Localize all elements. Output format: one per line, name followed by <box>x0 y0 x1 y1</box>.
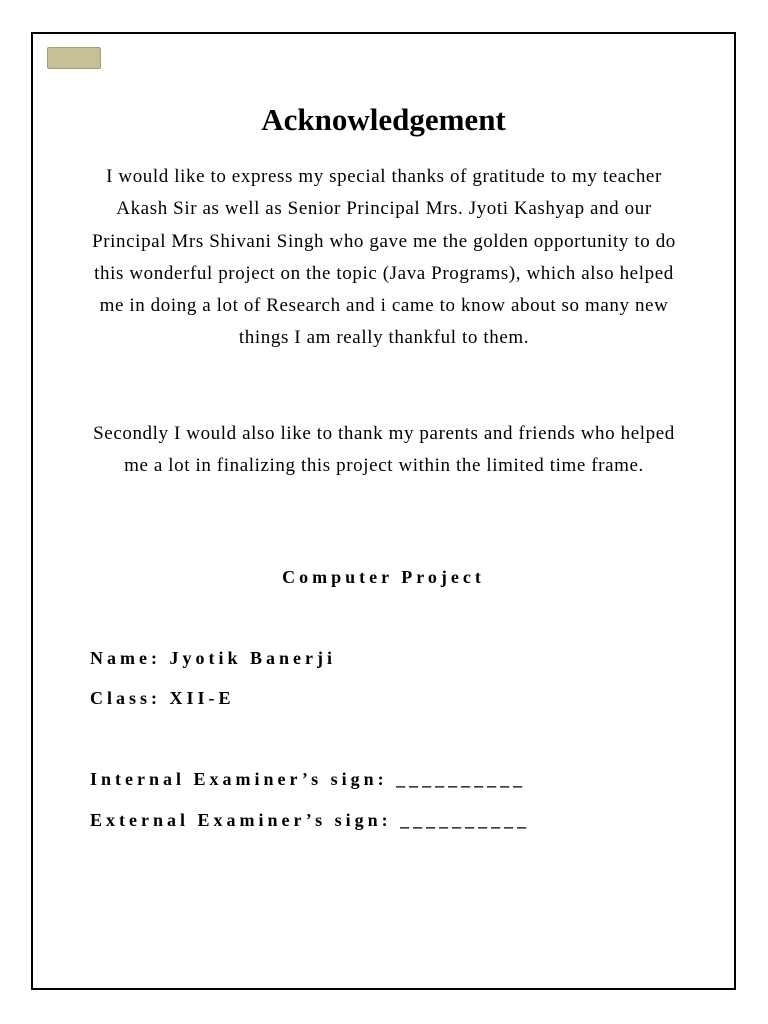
tab-decoration <box>47 47 101 69</box>
external-examiner-sign: External Examiner’s sign: __________ <box>90 810 531 830</box>
internal-examiner-sign: Internal Examiner’s sign: __________ <box>90 769 527 789</box>
acknowledgement-paragraph-2: Secondly I would also like to thank my parents and friends who helped me a lot in finalizing this project within the limited time frame. <box>93 423 675 477</box>
student-class: Class: XII-E <box>90 688 235 708</box>
page-title: Acknowledgement <box>261 102 506 137</box>
project-subtitle: Computer Project <box>282 567 485 587</box>
acknowledgement-paragraph-1: I would like to express my special thanks of gratitude to my teacher Akash Sir as well as Senior Principal Mrs. Jyoti Kashyap and our Principal Mrs Shivani Singh who gave me the golden opportunity to do this wonderful project on the topic (Java Programs), which also helped me in doing a lot of Research and i came to know about so many new things I am really thankful to them. <box>92 166 676 349</box>
student-name: Name: Jyotik Banerji <box>90 648 336 668</box>
